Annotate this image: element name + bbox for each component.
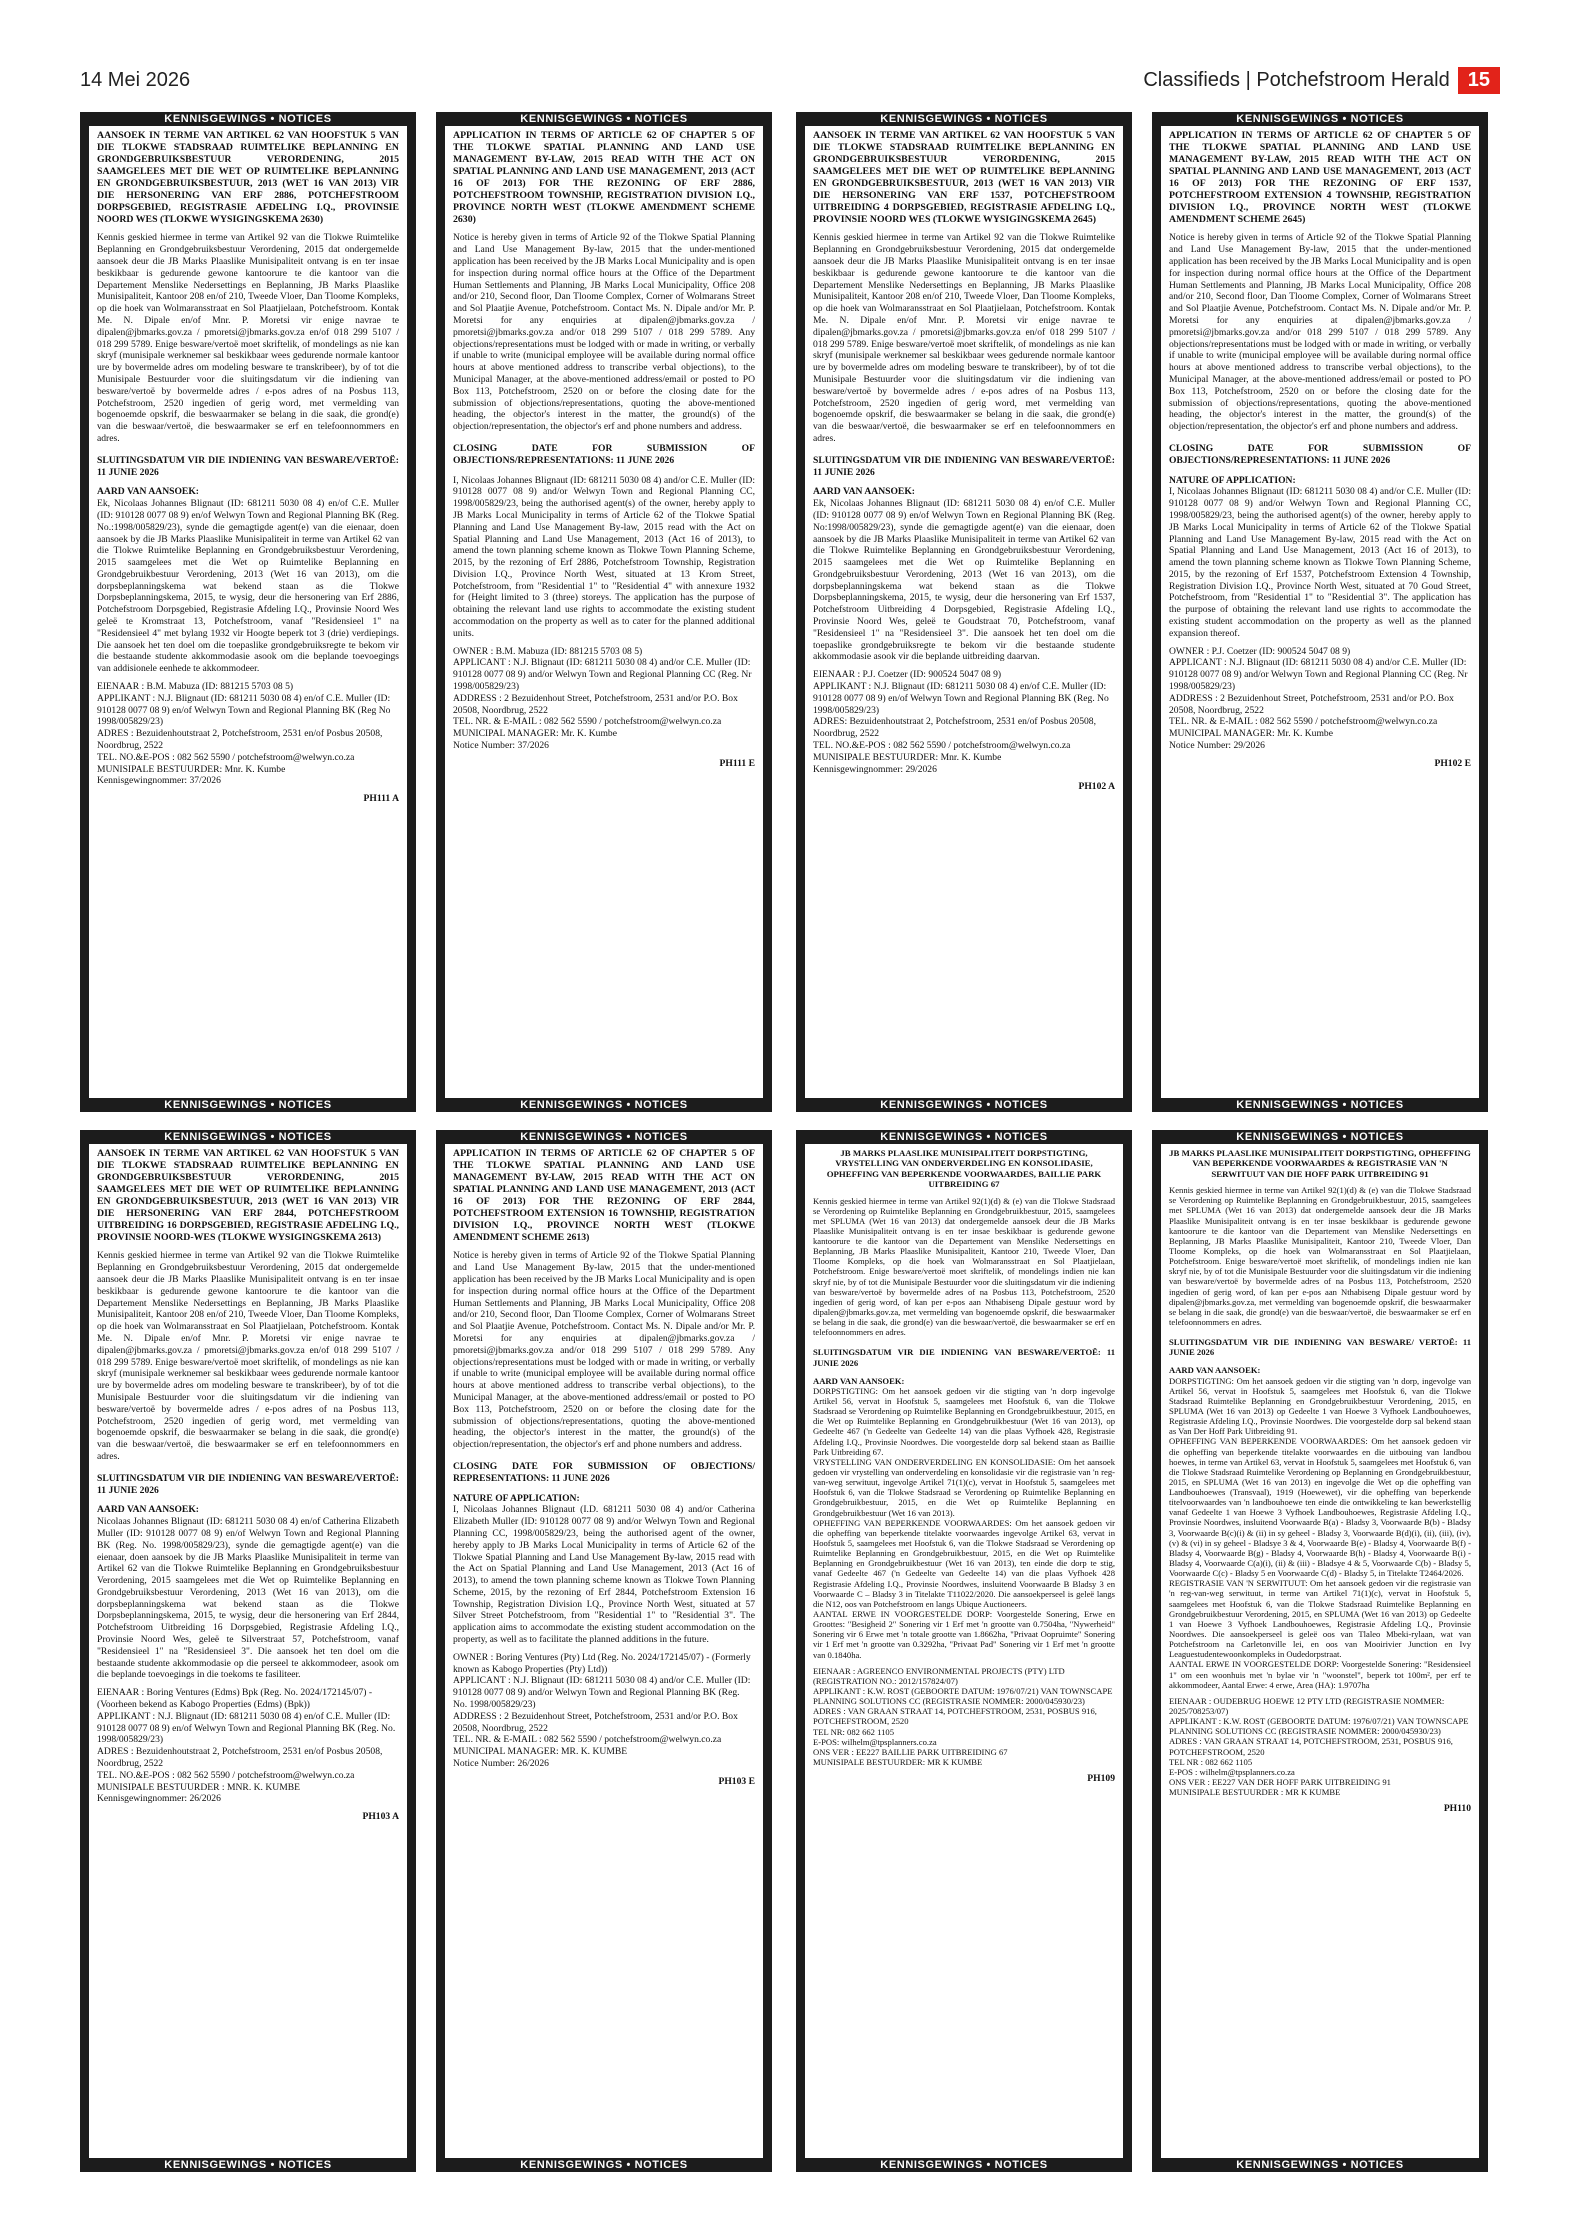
notice-parties: EIENAAR : B.M. Mabuza (ID: 881215 5703 08 5) APPLIKANT : N.J. Blignaut (ID: 681211 5030 08 4) en/of C.E. Muller (ID: 910128 0077 08 9) en/of Welwyn Town and Regional Planning BK (Reg No 1998/005829/23) ADRES : Bezuidenhoutstraat 2, Potchefstroom, 2531 en/of Posbus 20508, Noordbrug, 2522 TEL. NO.&E-POS : 082 562 5590 / potchefstroom@welwyn.co.za MUNISIPALE BESTUURDER: Mnr. K. Kumbe Kennisgewingnommer: 37/2026 [97,681,391,787]
notice-top-band: KENNISGEWINGS • NOTICES [1152,1130,1488,1144]
notice-section-heading: NATURE OF APPLICATION: [1169,474,1296,486]
notice-top-band: KENNISGEWINGS • NOTICES [80,1130,416,1144]
notice-reference: PH103 E [718,1775,755,1787]
notice-section-heading: AARD VAN AANSOEK: [97,1504,199,1516]
masthead-right [1143,67,1500,94]
notice-title: APPLICATION IN TERMS OF ARTICLE 62 OF CHAPTER 5 OF THE TLOKWE SPATIAL PLANNING AND LAND USE MANAGEMENT BY-LAW, 2015 READ WITH THE ACT ON SPATIAL PLANNING AND LAND USE MANAGEMENT, 2013 (ACT 16 OF 2013) FOR THE REZONING OF ERF 2886, POTCHEFSTROOM TOWNSHIP, REGISTRATION DIVISION I.Q., PROVINCE NORTH WEST (TLOKWE AMENDMENT SCHEME 2630) [453,130,755,226]
notice-parties: EIENAAR : AGREENCO ENVIRONMENTAL PROJECTS (PTY) LTD (REGISTRATION NO.: 2012/157824/07) APPLIKANT : K.W. ROST (GEBOORTE DATUM: 1976/07/21) VAN TOWNSCAPE PLANNING SOLUTIONS CC (REGISTRASIE NOMMER: 2000/045930/23) ADRES : VAN GRAAN STRAAT 14, POTCHEFSTROOM, 2531, POSBUS 916, POTCHEFSTROOM, 2520 TEL NR: 082 662 1105 E-POS: wilhelm@tpsplanners.co.za ONS VER : EE227 BAILLIE PARK UITBREIDING 67 MUNISIPALE BESTUURDER: MR K KUMBE [813,1665,1113,1767]
notice-top-band: KENNISGEWINGS • NOTICES [796,112,1132,126]
notice-title: AANSOEK IN TERME VAN ARTIKEL 62 VAN HOOFSTUK 5 VAN DIE TLOKWE STADSRAAD RUIMTELIKE BEPLANNING EN GRONDGEBRUIKSBESTUUR VERORDENING, 2015 SAAMGELEES MET DIE WET OP RUIMTELIKE BEPLANNING EN GRONDGEBRUIKSBESTUUR, 2013 (WET 16 VAN 2013) VIR DIE HERSONERING VAN ERF 2886, POTCHEFSTROOM DORPSGEBIED, REGISTRASIE AFDELING I.Q., PROVINSIE NOORD WES (TLOKWE WYSIGINGSKEMA 2630) [97,130,399,226]
publication-name: Classifieds | Potchefstroom Herald [1143,68,1450,91]
notice-title: JB MARKS PLAASLIKE MUNISIPALITEIT DORPSTIGTING, VRYSTELLING VAN ONDERVERDELING EN KONSOLIDASIE, OPHEFFING VAN BEPERKENDE VOORWAARDES, BAILLIE PARK UITBREIDING 67 [826,1148,1102,1190]
notice-reference: PH102 A [1078,781,1115,793]
notice-closing-date: CLOSING DATE FOR SUBMISSION OF OBJECTIONS/REPRESENTATIONS: 11 JUNE 2026 [453,442,755,466]
notice-title: APPLICATION IN TERMS OF ARTICLE 62 OF CHAPTER 5 OF THE TLOKWE SPATIAL PLANNING AND LAND USE MANAGEMENT BY-LAW, 2015 READ WITH THE ACT ON SPATIAL PLANNING AND LAND USE MANAGEMENT, 2013 (ACT 16 OF 2013) FOR THE REZONING OF ERF 2844, POTCHEFSTROOM EXTENSION 16 TOWNSHIP, REGISTRATION DIVISION I.Q., PROVINCE NORTH WEST (TLOKWE AMENDMENT SCHEME 2613) [453,1148,755,1244]
notice-section-body: Nicolaas Johannes Blignaut (ID: 681211 5030 08 4) en/of Catherina Elizabeth Muller (ID: 910128 0077 08 9) en/of Welwyn Town and Regional Planning BK (Reg. No. 1998/005829/23), synde die gemagtigde agent(e) van die eienaar, doen aansoek by die JB Marks Plaaslike Munisipaliteit in terme van Artikel 62 van die Tlokwe Ruimtelike Beplanning en Grondgebruiksbestuur Verordening, 2015 saamgelees met die Wet op Ruimtelike Beplanning en Grondgebruiksbestuur Verordening, 2013 (Wet 16 van 2013), om die dorpsbeplanningskema wat bekend staan as die Tlokwe Dorpsbeplanningskema, 2015, te wysig, deur die hersonering van Erf 2844, Potchefstroom Uitbreiding 16 Dorpsgebied, Registrasie Afdeling I.Q., Provinsie Noord Wes, geleë te Silverstraat 57, Potchefstroom, vanaf "Residensieel 1" na "Residensieel 3". Die aansoek het ten doel om die bestaande studente akkommodasie op die perseel te akkommodeer, asook om die beplande toevoegings in die toekoms te fasiliteer. [97,1516,399,1681]
notice-parties: EIENAAR : P.J. Coetzer (ID: 900524 5047 08 9) APPLIKANT : N.J. Blignaut (ID: 681211 5030 08 4) en/of C.E. Muller (ID: 910128 0077 08 9) en/of Welwyn Town and Regional Planning BK (Reg. No 1998/005829/23) ADRES: Bezuidenhoutstraat 2, Potchefstroom, 2531 en/of Posbus 20508, Noordbrug, 2522 TEL. NO.&E-POS : 082 562 5590 / potchefstroom@welwyn.co.za MUNISIPALE BESTUURDER: Mnr. K. Kumbe Kennisgewingnommer: 29/2026 [813,669,1109,775]
notice-2 [436,112,772,1112]
notice-title: JB MARKS PLAASLIKE MUNISIPALITEIT DORPSTIGTING, OPHEFFING VAN BEPERKENDE VOORWAARDES & REGISTRASIE VAN 'N SERWITUUT VAN DIE HOFF PARK UITBREIDING 91 [1169,1148,1471,1179]
notice-section-body: Ek, Nicolaas Johannes Blignaut (ID: 681211 5030 08 4) en/of C.E. Muller (ID: 910128 0077 08 9) en/of Welwyn Town en Regional Planning BK (Reg. No:1998/005829/23), synde die gemagtigde agent(e) van die eienaar, doen aansoek by die JB Marks Plaaslike Munisipaliteit in terme van Artikel 62 van die Tlokwe Ruimtelike Beplanning en Grondgebruiksbestuur Verordening, 2015 saamgelees met die Wet op Ruimtelike Beplanning en Grondgebruiksbestuur Verordening, 2013 (Wet 16 van 2013), om die dorpsbeplanningskema wat bekend staan as die Tlokwe Dorpsbeplanningskema, 2015, te wysig, deur die hersonering van Erf 1537, Potchefstroom Uitbreiding 4 Dorpsgebied, Registrasie Afdeling I.Q., Provinsie Noord Wes, geleë te Goudstraat 70, Potchefstroom, vanaf "Residensieel 1" na "Residensieel 3". Die aansoek het ten doel om die toepaslike grondgebruiksregte te bekom vir die bestaande studente akkommodasie asook vir die beplande uitbreiding daarvan. [813,498,1115,663]
page-number: 15 [1458,67,1500,94]
notice-parties: EIENAAR : OUDEBRUG HOEWE 12 PTY LTD (REGISTRASIE NOMMER: 2025/708253/07) APPLIKANT : K.W. ROST (GEBOORTE DATUM: 1976/07/21) VAN TOWNSCAPE PLANNING SOLUTIONS CC (REGISTRASIE NOMMER: 2000/045930/23) ADRES : VAN GRAAN STRAAT 14, POTCHEFSTROOM, 2531, POSBUS 916, POTCHEFSTROOM, 2520 TEL NR : 082 662 1105 E-POS : wilhelm@tpsplanners.co.za ONS VER : EE227 VAN DER HOFF PARK UITBREIDING 91 MUNISIPALE BESTUURDER : MR K KUMBE [1169,1695,1469,1798]
notice-6 [436,1130,772,2172]
notice-closing-date: SLUITINGSDATUM VIR DIE INDIENING VAN BESWARE/VERTOË: 11 JUNIE 2026 [813,1347,1115,1368]
notice-parties: EIENAAR : Boring Ventures (Edms) Bpk (Reg. No. 2024/172145/07) - (Voorheen bekend as Kabogo Properties (Edms) (Bpk)) APPLIKANT : N.J. Blignaut (ID: 681211 5030 08 4) en/of C.E. Muller (ID: 910128 0077 08 9) en/of Welwyn Town and Regional Planning BK (Reg. No. 1998/005829/23) ADRES : Bezuidenhoutstraat 2, Potchefstroom, 2531 en/of Posbus 20508, Noordbrug, 2522 TEL. NO.&E-POS : 082 562 5590 / potchefstroom@welwyn.co.za MUNISIPALE BESTUURDER : MNR. K. KUMBE Kennisgewingnommer: 26/2026 [97,1687,396,1805]
notice-closing-date: CLOSING DATE FOR SUBMISSION OF OBJECTIONS/ REPRESENTATIONS: 11 JUNE 2026 [453,1460,755,1484]
notice-title: APPLICATION IN TERMS OF ARTICLE 62 OF CHAPTER 5 OF THE TLOKWE SPATIAL PLANNING AND LAND USE MANAGEMENT BY-LAW, 2015 READ WITH THE ACT ON SPATIAL PLANNING AND LAND USE MANAGEMENT, 2013 (ACT 16 OF 2013) FOR THE REZONING OF ERF 1537, POTCHEFSTROOM EXTENSION 4 TOWNSHIP, REGISTRATION DIVISION I.Q., PROVINCE NORTH WEST (TLOKWE AMENDMENT SCHEME 2645) [1169,130,1471,226]
notice-top-band: KENNISGEWINGS • NOTICES [1152,112,1488,126]
notice-body: Kennis geskied hiermee in terme van Artikel 92 van die Tlokwe Ruimtelike Beplanning en Grondgebruiksbestuur Verordening, 2015 dat ondergemelde aansoek deur die JB Marks Plaaslike Munisipaliteit ontvang is en ter insae beskikbaar is gedurende gewone kantoorure te die kantoor van die Departement Menslike Nedersettings en Beplanning, JB Marks Plaaslike Munisipaliteit, Kantoor 208 en/of 210, Tweede Vloer, Dan Tloome Kompleks, op die hoek van Wolmaransstraat en Sol Plaatjielaan, Potchefstroom. Kontak Me. N. Dipale en/of Mnr. P. Moretsi vir enige navrae te dipalen@jbmarks.gov.za / pmoretsi@jbmarks.gov.za en/of 018 299 5107 / 018 299 5789. Enige besware/vertoë moet skriftelik, of mondelings as nie kan skryf (munisipale werknemer sal beskikbaar wees gedurende normale kantoor ure by bovermelde adres om modeling besware te transkribeer), by of tot die Munisipale Bestuurder voor die sluitingsdatum vir die indiening van besware/vertoë by bovermelde adres / e-pos adres of na Posbus 113, Potchefstroom, 2520 ingedien of gerig word, met vermelding van bogenoemde opskrif, die beswaarmaker se belang in die saak, die grond(e) van die beswaar/vertoë, die beswaarmaker se erf en telefoonnommers en adres. [97,1250,399,1462]
notice-reference: PH111 E [719,757,755,769]
notice-closing-date: SLUITINGSDATUM VIR DIE INDIENING VAN BESWARE/VERTOË: 11 JUNIE 2026 [97,1472,399,1496]
notice-content [1161,1144,1479,1817]
notice-content [1161,126,1479,772]
notice-section-heading: AARD VAN AANSOEK: [1169,1365,1261,1376]
notice-closing-date: SLUITINGSDATUM VIR DIE INDIENING VAN BESWARE/VERTOË: 11 JUNIE 2026 [813,454,1115,478]
notice-body: Kennis geskied hiermee in terme van Artikel 92 van die Tlokwe Ruimtelike Beplanning en Grondgebruiksbestuur Verordening, 2015 dat ondergemelde aansoek deur die JB Marks Plaaslike Munisipaliteit ontvang is en ter insae beskikbaar is gedurende gewone kantoorure te die kantoor van die Departement Menslike Nedersettings en Beplanning, JB Marks Plaaslike Munisipaliteit, Kantoor 208 en/of 210, Tweede Vloer, Dan Tloome Kompleks, op die hoek van Wolmaransstraat en Sol Plaatjielaan, Potchefstroom. Kontak Me. N. Dipale en/of Mnr. P. Moretsi vir enige navrae te dipalen@jbmarks.gov.za / pmoretsi@jbmarks.gov.za en/of 018 299 5107 / 018 299 5789. Enige besware/vertoë moet skriftelik, of mondelings as nie kan skryf (munisipale werknemer sal beskikbaar wees gedurende normale kantoor ure by bovermelde adres om modeling besware te transkribeer), by of tot die Munisipale Bestuurder voor die sluitingsdatum vir die indiening van besware/vertoë by bovermelde adres / e-pos adres of na Posbus 113, Potchefstroom, 2520 ingedien of gerig word, met vermelding van bogenoemde opskrif, die beswaarmaker se belang in die saak, die grond(e) van die beswaar/vertoë, die beswaarmaker se erf en telefoonnommers en adres. [97,232,399,444]
notice-bottom-band: KENNISGEWINGS • NOTICES [796,1098,1132,1112]
notice-top-band: KENNISGEWINGS • NOTICES [436,1130,772,1144]
notice-section-body: I, Nicolaas Johannes Blignaut (ID: 681211 5030 08 4) and/or C.E. Muller (ID: 910128 0077 08 9) and/or Welwyn Town and Regional Planning CC, 1998/005829/23, being the authorised agent(s) of the owner, hereby apply to JB Marks Local Municipality in terms of Article 62 of the Tlokwe Spatial Planning and Land Use Management By-law, 2015 read with the Act on Spatial Planning and Land Use Management, 2013 (Act 16 of 2013), to amend the town planning scheme known as Tlokwe Town Planning Scheme, 2015, by the rezoning of Erf 2886, Potchefstroom Township, Registration Division I.Q., Province North West, situated at 13 Krom Street, Potchefstroom, from "Residential 1" to "Residential 4" with annexure 1932 for (Height limited to 3 (three) storeys. The application has the purpose of obtaining the relevant land use rights to accommodate the existing student accommodation on the property as well as to cater for the planned additional units. [453,474,755,639]
notice-top-band: KENNISGEWINGS • NOTICES [436,112,772,126]
notice-reference: PH110 [1443,1803,1471,1815]
notice-1 [80,112,416,1112]
notice-section-heading: AARD VAN AANSOEK: [813,1375,905,1386]
notice-section-heading: AARD VAN AANSOEK: [813,486,915,498]
notice-bottom-band: KENNISGEWINGS • NOTICES [796,2158,1132,2172]
notice-body: Notice is hereby given in terms of Article 92 of the Tlokwe Spatial Planning and Land Use Management By-law, 2015 that the under-mentioned application has been received by the JB Marks Local Municipality and is open for inspection during normal office hours at the Office of the Department Human Settlements and Planning, JB Marks Local Municipality, Office 208 and/or 210, Second floor, Dan Tloome Complex, Corner of Wolmarans Street and Sol Plaatjie Avenue, Potchefstroom. Contact Ms. N. Dipale and/or Mr. P. Moretsi for any enquiries at dipalen@jbmarks.gov.za / pmoretsi@jbmarks.gov.za and/or 018 299 5107 / 018 299 5789. Any objections/representations must be lodged with or made in writing, or verbally if unable to write (municipal employee will be available during normal office hours at above mentioned address to transcribe verbal objections), to the Municipal Manager, at the above-mentioned address/email or posted to PO Box 113, Potchefstroom, 2520 on or before the closing date for the submission of objections/representations, quoting the above-mentioned heading, the objector's interest in the matter, the ground(s) of the objection/representation, the objector's erf and phone numbers and address. [453,1250,755,1451]
notice-closing-date: SLUITINGSDATUM VIR DIE INDIENING VAN BESWARE/ VERTOË: 11 JUNIE 2026 [1169,1337,1471,1358]
notice-parties: OWNER : P.J. Coetzer (ID: 900524 5047 08 9) APPLICANT : N.J. Blignaut (ID: 681211 5030 08 4) and/or C.E. Muller (ID: 910128 0077 08 9) and/or Welwyn Town and Regional Planning CC (Reg. Nr 1998/005829/23) ADDRESS : 2 Bezuidenhout Street, Potchefstroom, 2531 and/or P.O. Box 20508, Noordbrug, 2522 TEL. NR. & E-MAIL : 082 562 5590 / potchefstroom@welwyn.co.za MUNICIPAL MANAGER: Mr. K. Kumbe Notice Number: 29/2026 [1169,645,1468,752]
notice-content [805,1144,1123,1786]
notice-section-heading: NATURE OF APPLICATION: [453,1492,580,1504]
notice-8 [1152,1130,1488,2172]
notice-bottom-band: KENNISGEWINGS • NOTICES [436,2158,772,2172]
notice-title: AANSOEK IN TERME VAN ARTIKEL 62 VAN HOOFSTUK 5 VAN DIE TLOKWE STADSRAAD RUIMTELIKE BEPLANNING EN GRONDGEBRUIKSBESTUUR VERORDENING, 2015 SAAMGELEES MET DIE WET OP RUIMTELIKE BEPLANNING EN GRONDGEBRUIKSBESTUUR, 2013 (WET 16 VAN 2013) VIR DIE HERSONERING VAN ERF 1537, POTCHEFSTROOM UITBREIDING 4 DORPSGEBIED, REGISTRASIE AFDELING I.Q., PROVINSIE NOORD WES (TLOKWE WYSIGINGSKEMA 2645) [813,130,1115,226]
notice-section-body: DORPSTIGTING: Om het aansoek gedoen vir die stigting van 'n dorp ingevolge Artikel 56, vervat in Hoofstuk 5, saamgelees met Hoofstuk 6, van die Tlokwe Stadsraad se Verordening op Ruimtelike Beplanning en Grondgebruikbestuur, 2015, en die Wet op Ruimtelike Beplanning en Grondgebruikbestuur (Wet 16 van 2013), op Gedeelte 467 ('n Gedeelte van Gedeelte 14) van die plaas Vyfhoek 428, Registrasie Afdeling I.Q., Provinsie Noordwes. Die voorgestelde dorp sal bekend staan as Baillie Park Uitbreiding 67. VRYSTELLING VAN ONDERVERDELING EN KONSOLIDASIE: Om het aansoek gedoen vir vrystelling van onderverdeling en konsolidasie vir die registrasie van 'n reg-van-weg serwituut, ingevolge Artikel 71(1)(c), vervat in Hoofstuk 5, saamgelees met Hoofstuk 6, van die Tlokwe Stadsraad se Verordening op Ruimtelike Beplanning en Grondgebruikbestuur, 2015, en die Wet op Ruimtelike Beplanning en Grondgebruikbestuur (Wet 16 van 2013). OPHEFFING VAN BEPERKENDE VOORWAARDES: Om het aansoek gedoen vir die opheffing van beperkende titelakte voorwaardes ingevolge Artikel 63, vervat in Hoofstuk 5, saamgelees met Hoofstuk 6, van die Tlokwe Stadsraad se Verordening op Ruimtelike Beplanning en Grondgebruikbestuur, 2015, en die Wet op Ruimtelike Beplanning en Grondgebruikbestuur (Wet 16 van 2013), ten einde die dorp te stig, vanaf Gedeelte 467 ('n Gedeelte van Gedeelte 14) van die plaas Vyfhoek 428 Registrasie Afdeling I.Q., Provinsie Noordwes, insluitend Voorwaarde B Bladsy 3 en Voorwaarde C – Bladsy 3 in Titelakte T11022/2020. Die aansoekperseel is geleë langs die N12, oos van Potchefstroom en langs Ubique Auctioneers. AANTAL ERWE IN VOORGESTELDE DORP: Voorgestelde Sonering, Erwe en Groottes: "Besigheid 2" Sonering vir 1 Erf met 'n grootte van 0.7504ha, "Nywerheid" Sonering vir 6 Erwe met 'n totale grootte van 1.8662ha, "Privaat Oopruimte" Sonering vir 1 Erf met 'n grootte van 0.3292ha, "Privaat Pad" Sonering vir 1 Erf met 'n grootte van 0.1840ha. [813,1385,1115,1660]
notice-body: Kennis geskied hiermee in terme van Artikel 92(1)(d) & (e) van die Tlokwe Stadsraad se Verordening op Ruimtelike Beplanning en Grondgebruikbestuur, 2015, saamgelees met SPLUMA (Wet 16 van 2013) dat ondergemelde aansoek deur die JB Marks Plaaslike Munisipaliteit ontvang is en ter insae beskikbaar is gedurende gewone kantoorure te die kantoor van die Departement van Menslike Nedersettings en Beplanning, JB Marks Plaaslike Munisipaliteit, Kantoor 210, Tweede Vloer, Dan Tloome Kompleks, op die hoek van Wolmaransstraat en Sol Plaatjielaan, Potchefstroom. Enige besware/vertoë moet skriftelik, of mondelings indien nie kan skryf nie, by of tot die Munisipale Bestuurder voor die sluitingsdatum vir die indiening van besware/vertoë by bovermelde adres of na Posbus 113, Potchefstroom, 2520 ingedien of gerig word, of kan per e-pos aan Nthabiseng Dipale gestuur word by dipalen@jbmarks.gov.za, met vermelding van bogenoemde opskrif, die beswaarmaker se belang in die saak, die grond(e) van die beswaar/vertoë, die beswaarmaker se erf en telefoonnommers en adres. [813,1195,1115,1338]
notice-body: Notice is hereby given in terms of Article 92 of the Tlokwe Spatial Planning and Land Use Management By-law, 2015 that the under-mentioned application has been received by the JB Marks Local Municipality and is open for inspection during normal office hours at the Office of the Department Human Settlements and Planning, JB Marks Local Municipality, Office 208 and/or 210, Second floor, Dan Tloome Complex, Corner of Wolmarans Street and Sol Plaatjie Avenue, Potchefstroom. Contact Ms. N. Dipale and/or Mr. P. Moretsi for any enquiries at dipalen@jbmarks.gov.za / pmoretsi@jbmarks.gov.za and/or 018 299 5107 / 018 299 5789. Any objections/representations must be lodged with or made in writing, or verbally if unable to write (municipal employee will be available during normal office hours at above mentioned address to transcribe verbal objections), to the Municipal Manager, at the above-mentioned address/email or posted to PO Box 113, Potchefstroom, 2520 on or before the closing date for the submission of objections/representations, quoting the above-mentioned heading, the objector's interest in the matter, the ground(s) of the objection/representation, the objector's erf and phone numbers and address. [1169,232,1471,433]
notice-reference: PH103 A [362,1811,399,1823]
notice-top-band: KENNISGEWINGS • NOTICES [80,112,416,126]
notice-reference: PH111 A [363,793,399,805]
notice-section-body: DORPSTIGTING: Om het aansoek gedoen vir die stigting van 'n dorp, ingevolge van Artikel 56, vervat in Hoofstuk 5, saamgelees met Hoofstuk 6, van die Tlokwe Stadsraad Ruimtelike Beplanning en Grondgebruikbestuur Verordening, 2015, en SPLUMA (Wet 16 van 2013) op Gedeelte 1 van Hoewe 3 Vyfhoek Landbouhoewes, Registrasie Afdeling I.Q., Provinsie Noordwes. Die voorgestelde dorp sal bekend staan as Van Der Hoff Park Uitbreiding 91. OPHEFFING VAN BEPERKENDE VOORWAARDES: Om het aansoek gedoen vir die opheffing van beperkende titelakte voorwaardes en die uitbouing van landbou hoewes, in terme van Artikel 63, vervat in Hoofstuk 5, saamgelees met Hoofstuk 6, van die Tlokwe Stadsraad Ruimtelike Verordening op Beplanning en Grondgebruikbestuur, 2015, en SPLUMA (Wet 16 van 2013) en ingevolge die Wet op die opheffing van Landbouhoewes (Transvaal), 1919 (Hoewewet), vir die opheffing van beperkende titelvoorwaardes van 'n landbouhoewe ten einde die ontwikkeling te kan bewerkstellig vanaf Gedeelte 1 van Hoewe 3 Vyfhoek Landbouhoewes, Registrasie Afdeling I.Q., Provinsie Noordwes, insluitend Voorwaarde B(a) - Bladsy 3, Voorwaarde B(b) - Bladsy 3, Voorwaarde B(c)(i) & (ii) in sy geheel - Bladsy 3, Voorwaarde B(d)(i), (ii), (iii), (iv), (v) & (vi) in sy geheel - Bladsye 3 & 4, Voorwaarde B(e) - Bladsy 4, Voorwaarde B(f) - Bladsy 4, Voorwaarde B(g) - Bladsy 4, Voorwaarde B(h) - Bladsy 4, Voorwaarde B(i) - Bladsy 4, Voorwaarde C(a)(i), (ii) & (iii) - Bladsye 4 & 5, Voorwaarde C(b) - Bladsy 5, Voorwaarde C(c) - Bladsy 5 en Voorwaarde C(d) - Bladsy 5, in Titelakte T2464/2026. REGISTRASIE VAN 'N SERWITUUT: Om het aansoek gedoen vir die registrasie van 'n reg-van-weg serwituut, in terme van Artikel 71(1)(c), vervat in Hoofstuk 5, saamgelees met Hoofstuk 6, van die Tlokwe Stadsraad Ruimtelike Beplanning en Grondgebruikbestuur Verordening, 2015, en SPLUMA (Wet 16 van 2013) op Gedeelte 1 van Hoewe 3 Vyfhoek Landbouhoewes, Registrasie Afdeling I.Q., Provinsie Noordwes. Die aansoekperseel is geleë oos van Tlaleo Mbeki-rylaan, wat van Potchefstroom na Carletonville lei, en oos van Mooirivier Junction en Ivy Leaguestudentewoonkompleks in Oudedorpstraat. AANTAL ERWE IN VOORGESTELDE DORP: Voorgestelde Sonering: "Residensieel 1" om een woonhuis met 'n bylae vir 'n "woonstel", beperk tot 100m², per erf te akkommodeer, Aantal Erwe: 4 erwe, Area (HA): 1.9707ha [1169,1375,1471,1690]
notice-content [89,126,407,807]
notice-3 [796,112,1132,1112]
notice-body: Kennis geskied hiermee in terme van Artikel 92(1)(d) & (e) van die Tlokwe Stadsraad se Verordening op Ruimtelike Beplanning en Grondgebruikbestuur, 2015, saamgelees met SPLUMA (Wet 16 van 2013) dat ondergemelde aansoek deur die JB Marks Plaaslike Munisipaliteit ontvang is en ter insae beskikbaar is gedurende gewone kantoorure te die kantoor van die Departement van Menslike Nedersettings en Beplanning, JB Marks Plaaslike Munisipaliteit, Kantoor 210, Tweede Vloer, Dan Tloome Kompleks, op die hoek van Wolmaransstraat en Sol Plaatjielaan, Potchefstroom. Enige besware/vertoë moet skriftelik, of mondelings indien nie kan skryf nie, by of tot die Munisipale Bestuurder voor die sluitingsdatum vir die indiening van besware/vertoë by bovermelde adres of na Posbus 113, Potchefstroom, 2520 ingedien of gerig word, of kan per e-pos aan Nthabiseng Dipale gestuur word by dipalen@jbmarks.gov.za, met vermelding van bogenoemde opskrif, die beswaarmaker se belang in die saak, die grond(e) van die beswaar/vertoë, die beswaarmaker se erf en telefoonnommers en adres. [1169,1185,1471,1327]
issue-date: 14 Mei 2026 [80,68,191,91]
notice-body: Kennis geskied hiermee in terme van Artikel 92 van die Tlokwe Ruimtelike Beplanning en Grondgebruiksbestuur Verordening, 2015 dat ondergemelde aansoek deur die JB Marks Plaaslike Munisipaliteit ontvang is en ter insae beskikbaar is gedurende gewone kantoorure te die kantoor van die Departement Menslike Nedersettings en Beplanning, JB Marks Plaaslike Munisipaliteit, Kantoor 208 en/of 210, Tweede Vloer, Dan Tloome Kompleks, op die hoek van Wolmaransstraat en Sol Plaatjielaan, Potchefstroom. Kontak Me. N. Dipale en/of Mnr. P. Moretsi vir enige navrae te dipalen@jbmarks.gov.za / pmoretsi@jbmarks.gov.za en/of 018 299 5107 / 018 299 5789. Enige besware/vertoë moet skriftelik, of mondelings as nie kan skryf (munisipale werknemer sal beskikbaar wees gedurende normale kantoor ure by bovermelde adres om modeling besware te transkribeer), by of tot die Munisipale Bestuurder voor die sluitingsdatum vir die indiening van besware/vertoë by bovermelde adres / e-pos adres of na Posbus 113, Potchefstroom, 2520 ingedien of gerig word, met vermelding van bogenoemde opskrif, die beswaarmaker se belang in die saak, die grond(e) van die beswaar/vertoë, die beswaarmaker se erf en telefoonnommers en adres. [813,232,1115,444]
notice-7 [796,1130,1132,2172]
notice-content [445,1144,763,1790]
notice-bottom-band: KENNISGEWINGS • NOTICES [80,1098,416,1112]
masthead [80,64,1500,96]
notice-bottom-band: KENNISGEWINGS • NOTICES [1152,2158,1488,2172]
notice-parties: OWNER : Boring Ventures (Pty) Ltd (Reg. No. 2024/172145/07) - (Formerly known as Kabogo Properties (Pty) Ltd)) APPLICANT : N.J. Blignaut (ID: 681211 5030 08 4) and/or C.E. Muller (ID: 910128 0077 08 9) and/or Welwyn Town and Regional Planning BK (Reg. No. 1998/005829/23) ADDRESS : 2 Bezuidenhout Street, Potchefstroom, 2531 and/or P.O. Box 20508, Noordbrug, 2522 TEL. NR. & E-MAIL : 082 562 5590 / potchefstroom@welwyn.co.za MUNICIPAL MANAGER: MR. K. KUMBE Notice Number: 26/2026 [453,1651,751,1770]
notice-title: AANSOEK IN TERME VAN ARTIKEL 62 VAN HOOFSTUK 5 VAN DIE TLOKWE STADSRAAD RUIMTELIKE BEPLANNING EN GRONDGEBRUIKSBESTUUR VERORDENING, 2015 SAAMGELEES MET DIE WET OP RUIMTELIKE BEPLANNING EN GRONDGEBRUIKSBESTUUR, 2013 (WET 16 VAN 2013) VIR DIE HERSONERING VAN ERF 2844, POTCHEFSTROOM UITBREIDING 16 DORPSGEBIED, REGISTRASIE AFDELING I.Q., PROVINSIE NOORD-WES (TLOKWE WYSIGINGSKEMA 2613) [97,1148,399,1244]
notice-reference: PH102 E [1434,757,1471,769]
notice-5 [80,1130,416,2172]
notice-content [89,1144,407,1825]
notice-top-band: KENNISGEWINGS • NOTICES [796,1130,1132,1144]
notice-section-body: Ek, Nicolaas Johannes Blignaut (ID: 681211 5030 08 4) en/of C.E. Muller (ID: 910128 0077 08 9) en/of Welwyn Town and Regional Planning BK (Reg. No.:1998/005829/23), synde die gemagtigde agent(e) van die eienaar, doen aansoek by die JB Marks Plaaslike Munisipaliteit in terme van Artikel 62 van die Tlokwe Ruimtelike Beplanning en Grondgebruiksbestuur Verordening, 2015 saamgelees met die Wet op Ruimtelike Beplanning en Grondgebruikbestuur Verordening, 2013 (Wet 16 van 2013), om die dorpsbeplanningskema wat bekend staan as die Tlokwe Dorpsbeplanningskema, 2015, te wysig, deur die hersonering van Erf 2886, Potchefstroom Dorpsgebied, Registrasie Afdeling I.Q., Provinsie Noord Wes geleë te Kromstraat 13, Potchefstroom, vanaf "Residensieel 1" na "Residensieel 4" met bylang 1932 vir Hoogte beperk tot 3 (drie) verdiepings. Die aansoek het ten doel om die toepaslike grondgebruiksregte te bekom vir die bestaande studente akkommodasie asook om die beplande toevoegings van addisionele eenhede te akkommodeer. [97,498,399,675]
notice-body: Notice is hereby given in terms of Article 92 of the Tlokwe Spatial Planning and Land Use Management By-law, 2015 that the under-mentioned application has been received by the JB Marks Local Municipality and is open for inspection during normal office hours at the Office of the Department Human Settlements and Planning, JB Marks Local Municipality, Office 208 and/or 210, Second floor, Dan Tloome Complex, Corner of Wolmarans Street and Sol Plaatjie Avenue, Potchefstroom. Contact Ms. N. Dipale and/or Mr. P. Moretsi for any enquiries at dipalen@jbmarks.gov.za / pmoretsi@jbmarks.gov.za and/or 018 299 5107 / 018 299 5789. Any objections/representations must be lodged with or made in writing, or verbally if unable to write (municipal employee will be available during normal office hours at above mentioned address to transcribe verbal objections), to the Municipal Manager, at the above-mentioned address/email or posted to PO Box 113, Potchefstroom, 2520 on or before the closing date for the submission of objections/representations, quoting the above-mentioned heading, the objector's interest in the matter, the ground(s) of the objection/representation, the objector's erf and phone numbers and address. [453,232,755,433]
notice-bottom-band: KENNISGEWINGS • NOTICES [80,2158,416,2172]
notice-content [445,126,763,772]
notice-closing-date: CLOSING DATE FOR SUBMISSION OF OBJECTIONS/REPRESENTATIONS: 11 JUNE 2026 [1169,442,1471,466]
notice-reference: PH109 [1087,1773,1115,1785]
notice-section-body: I, Nicolaas Johannes Blignaut (I.D. 681211 5030 08 4) and/or Catherina Elizabeth Muller (ID: 910128 0077 08 9) and/or Welwyn Town and Regional Planning CC, 1998/005829/23, being the authorised agent of the owner, hereby apply to JB Marks Local Municipality in terms of Article 62 of the Tlokwe Spatial Planning and Land Use Management By-law, 2015 read with the Act on Spatial Planning and Land Use Management, 2013 (Act 16 of 2013), to amend the town planning scheme known as Tlokwe Town Planning Scheme, 2015, by the rezoning of Erf 2844, Potchefstroom Extension 16 Township, Registration Division I.Q., Province North West, situated at 57 Silver Street Potchefstroom, from "Residential 1" to "Residential 3". The application aims to accommodate the existing student accommodation on the property, as well as to facilitate the planned additions in the future. [453,1504,755,1646]
notice-4 [1152,112,1488,1112]
notice-section-body: I, Nicolaas Johannes Blignaut (ID: 681211 5030 08 4) and/or C.E. Muller (ID: 910128 0077 08 9) and/or Welwyn Town and Regional Planning CC, 1998/005829/23, being the authorised agent(s) of the owner, hereby apply to JB Marks Local Municipality in terms of Article 62 of the Tlokwe Spatial Planning and Land Use Management By-law, 2015 read with the Act on Spatial Planning and Land Use Management, 2013 (Act 16 of 2013), to amend the town planning scheme known as Tlokwe Town Planning Scheme, 2015, by the rezoning of Erf 1537, Potchefstroom Extension 4 Township, Registration Division I.Q., Province North West, situated at 70 Goud Street, Potchefstroom, from "Residential 1" to "Residential 3". The application has the purpose of obtaining the relevant land use rights to accommodate the existing student accommodation on the property as well as the planned expansion thereof. [1169,486,1471,639]
notice-closing-date: SLUITINGSDATUM VIR DIE INDIENING VAN BESWARE/VERTOË: 11 JUNIE 2026 [97,454,399,478]
notice-content [805,126,1123,795]
notice-bottom-band: KENNISGEWINGS • NOTICES [436,1098,772,1112]
notice-section-heading: AARD VAN AANSOEK: [97,486,199,498]
notice-parties: OWNER : B.M. Mabuza (ID: 881215 5703 08 5) APPLICANT : N.J. Blignaut (ID: 681211 5030 08 4) and/or C.E. Muller (ID: 910128 0077 08 9) and/or Welwyn Town and Regional Planning CC (Reg. Nr 1998/005829/23) ADDRESS : 2 Bezuidenhout Street, Potchefstroom, 2531 and/or P.O. Box 20508, Noordbrug, 2522 TEL. NR. & E-MAIL : 082 562 5590 / potchefstroom@welwyn.co.za MUNICIPAL MANAGER: Mr. K. Kumbe Notice Number: 37/2026 [453,645,752,752]
notice-bottom-band: KENNISGEWINGS • NOTICES [1152,1098,1488,1112]
